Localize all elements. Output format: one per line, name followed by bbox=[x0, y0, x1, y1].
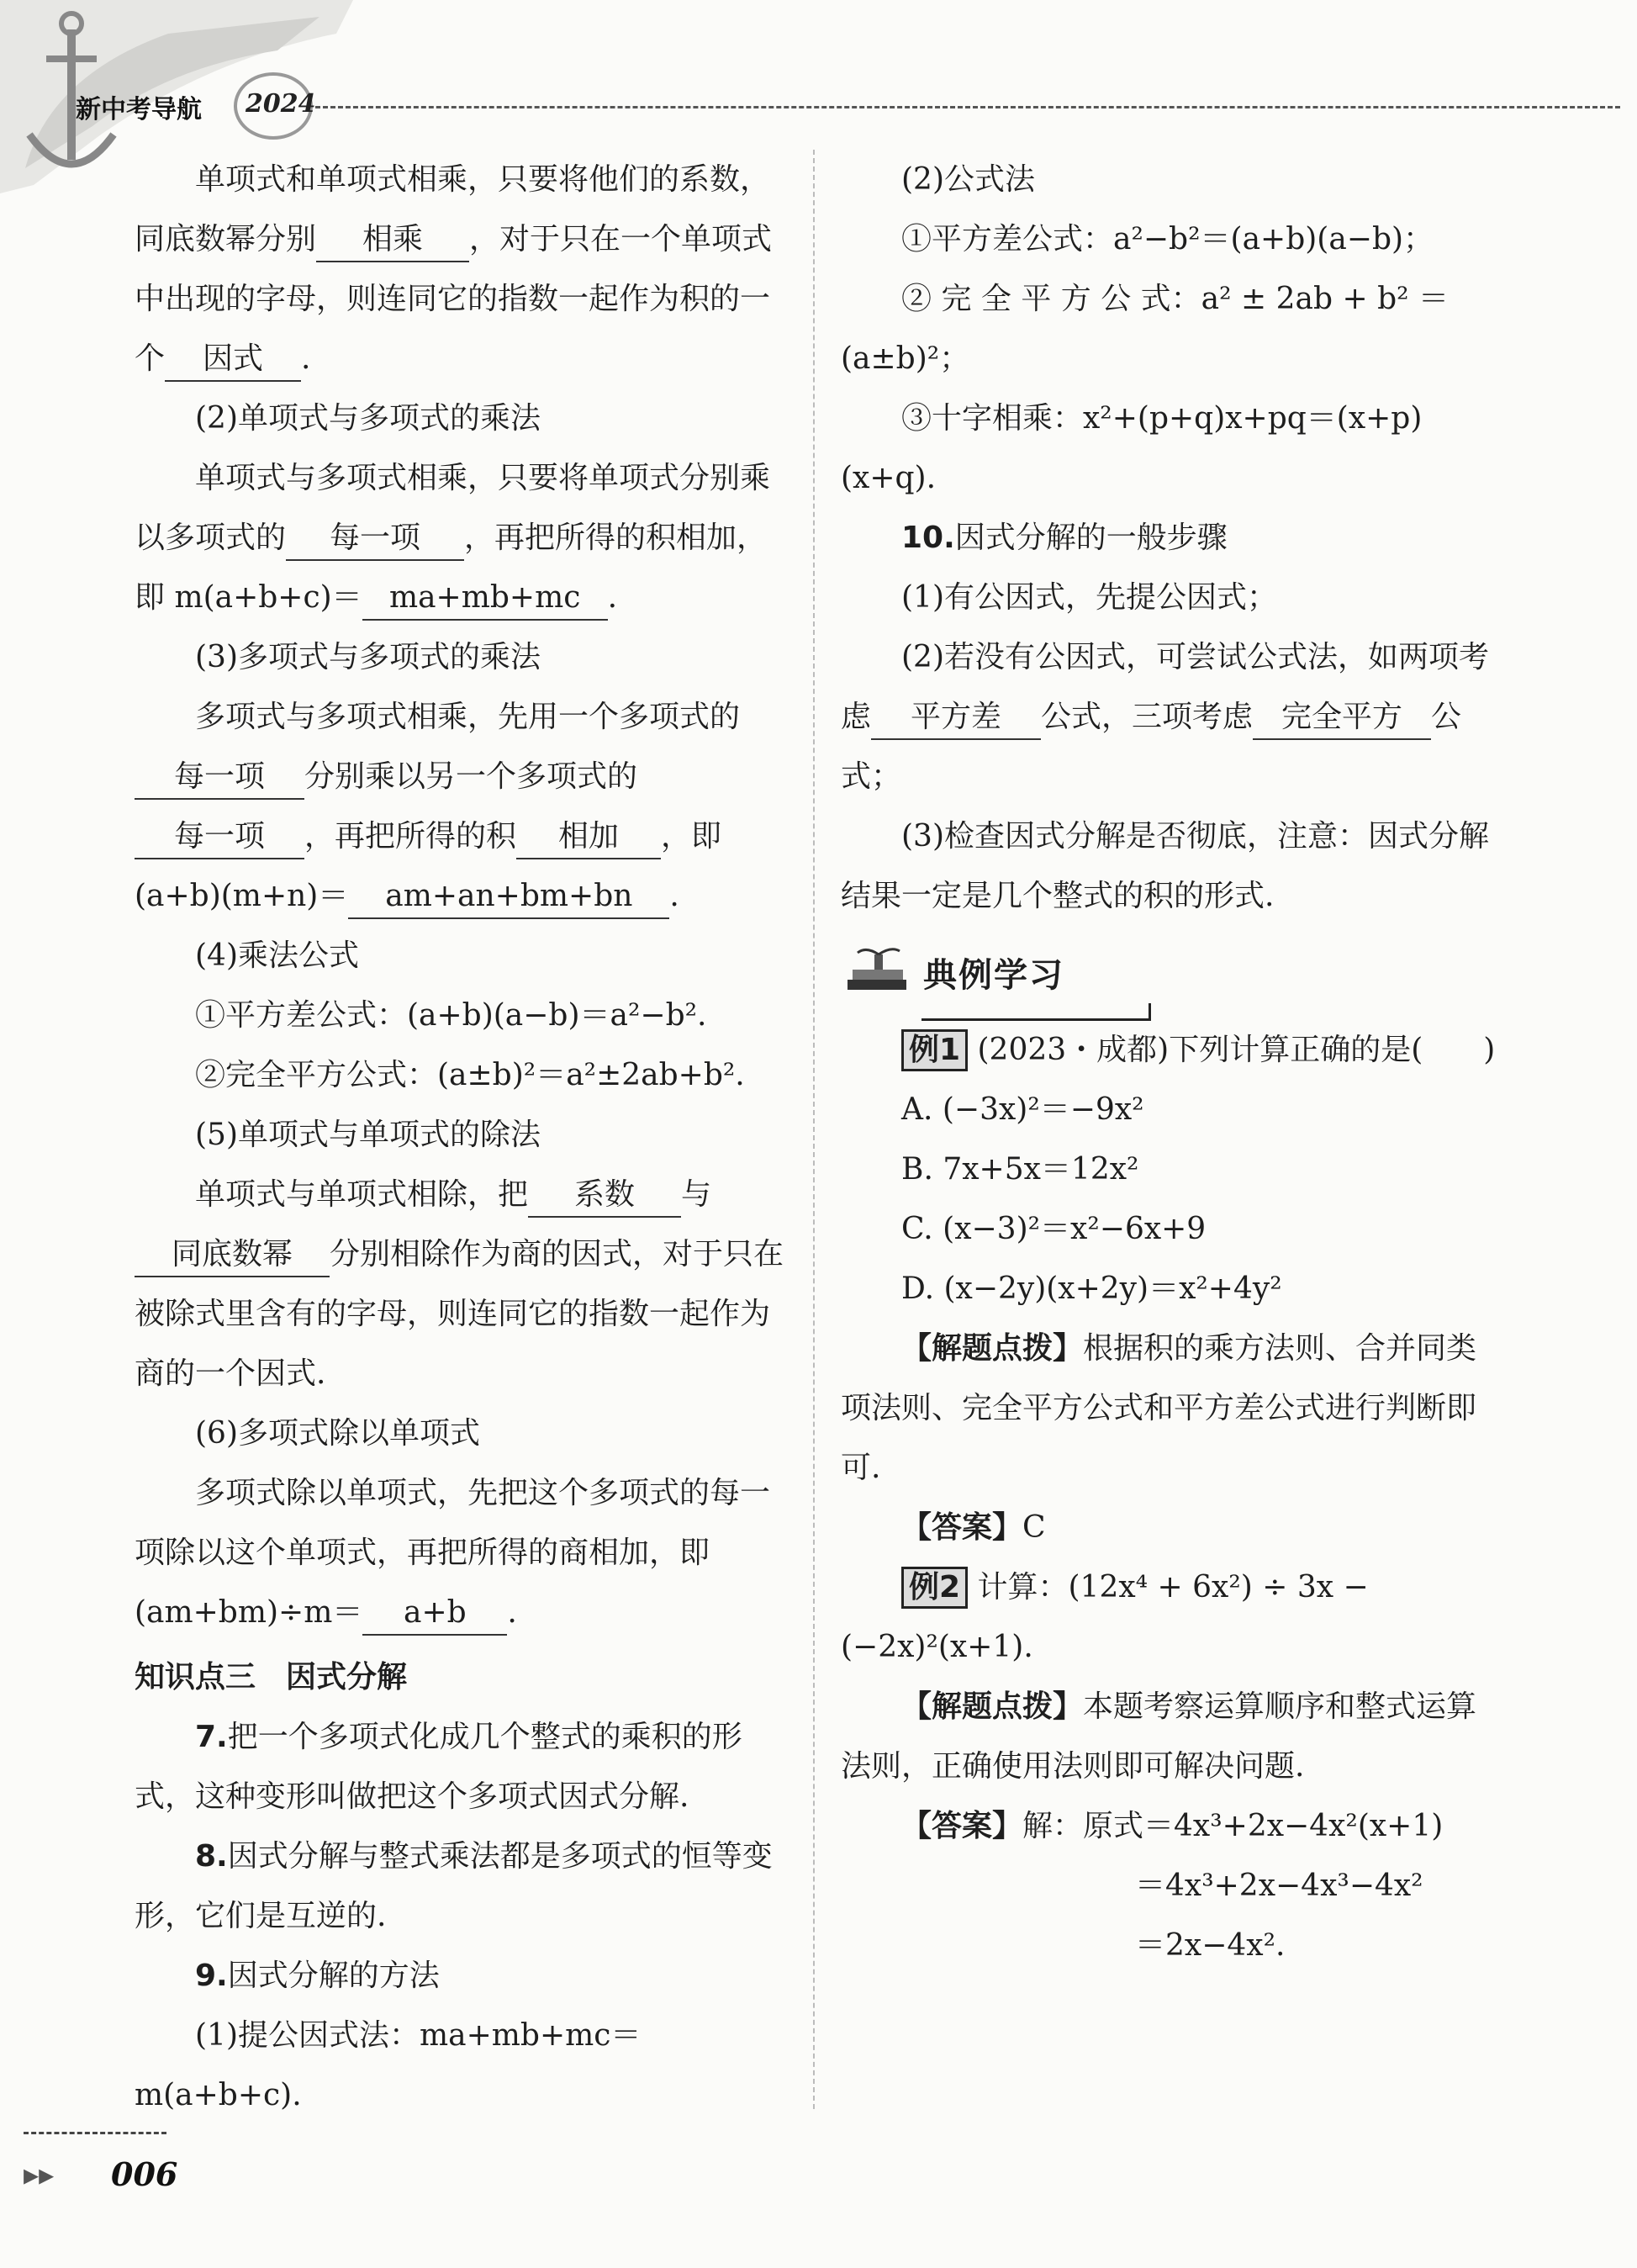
item-8: 8.因式分解与整式乘法都是多项式的恒等变形，它们是互逆的. bbox=[135, 1839, 773, 1933]
subheading: (2)公式法 bbox=[901, 162, 1035, 197]
item-7: 7.把一个多项式化成几个整式的乘积的形式，这种变形叫做把这个多项式因式分解. bbox=[135, 1720, 742, 1814]
year-label: 2024 bbox=[246, 89, 316, 119]
answer-blank: 完全平方 bbox=[1253, 696, 1431, 740]
example-tag: 例1 bbox=[901, 1029, 968, 1071]
answer-blank: ma+mb+mc bbox=[362, 577, 608, 621]
example-2-tip: 【解题点拨】本题考察运算顺序和整式运算法则，正确使用法则即可解决问题. bbox=[841, 1689, 1477, 1784]
example-1-question: 例1 (2023・成都)下列计算正确的是( ) bbox=[841, 1020, 1497, 1080]
subheading: (3)多项式与多项式的乘法 bbox=[195, 640, 541, 674]
item-9: 9.因式分解的方法 bbox=[195, 1959, 440, 1993]
subheading: (2)单项式与多项式的乘法 bbox=[195, 401, 541, 436]
answer-blank: 平方差 bbox=[871, 696, 1041, 740]
paragraph-monomial-division: 单项式与单项式相除，把 系数 与同底数幂 分别相除作为商的因式，对于只在被除式里含有的字母，则连同它的指数一起作为商的一个因式. bbox=[135, 1165, 795, 1404]
option-b: B. 7x+5x＝12x² bbox=[901, 1152, 1139, 1187]
item-10: 10.因式分解的一般步骤 bbox=[901, 521, 1228, 555]
example-2-answer: 【答案】解：原式＝4x³+2x−4x²(x+1) bbox=[901, 1809, 1444, 1843]
option-c: C. (x−3)²＝x²−6x+9 bbox=[901, 1212, 1207, 1246]
example-2-answer-step: ＝2x−4x². bbox=[1135, 1928, 1286, 1963]
formula-line: ② 完 全 平 方 公 式：a² ± 2ab + b² ＝(a±b)²； bbox=[841, 282, 1449, 376]
example-1-tip: 【解题点拨】根据积的乘方法则、合并同类项法则、完全平方公式和平方差公式进行判断即可. bbox=[841, 1331, 1477, 1485]
answer-blank: 每一项 bbox=[135, 756, 304, 800]
left-column bbox=[135, 150, 795, 2125]
step-line: (2)若没有公因式，可尝试公式法，如两项考虑 平方差 公式，三项考虑 完全平方 公式； bbox=[841, 640, 1489, 794]
option-a: A. (−3x)²＝−9x² bbox=[901, 1092, 1144, 1127]
formula-line: ③十字相乘：x²+(p+q)x+pq＝(x+p)(x+q). bbox=[841, 401, 1423, 495]
page-number: 006 bbox=[111, 2155, 178, 2193]
footer-arrow-icon: ▸▸ bbox=[24, 2158, 55, 2192]
example-1-answer: 【答案】C bbox=[901, 1510, 1046, 1545]
example-tag: 例2 bbox=[901, 1567, 968, 1609]
paragraph-polynomial-division: 多项式除以单项式，先把这个多项式的每一项除以这个单项式，再把所得的商相加，即(am+bm)÷m＝ a+b . bbox=[135, 1463, 795, 1642]
books-icon bbox=[841, 946, 916, 1005]
step-line: (1)有公因式，先提公因式； bbox=[901, 580, 1277, 615]
subheading: (5)单项式与单项式的除法 bbox=[195, 1118, 541, 1152]
answer-blank: am+an+bm+bn bbox=[348, 875, 669, 919]
formula-line: ①平方差公式：a²−b²＝(a+b)(a−b)； bbox=[901, 222, 1434, 256]
answer-blank: 系数 bbox=[528, 1174, 681, 1218]
step-line: (3)检查因式分解是否彻底，注意：因式分解结果一定是几个整式的积的形式. bbox=[841, 819, 1489, 913]
method-common-factor: (1)提公因式法：ma+mb+mc＝m(a+b+c). bbox=[135, 2018, 642, 2112]
header-divider bbox=[315, 106, 1620, 108]
right-column bbox=[841, 150, 1497, 1975]
paragraph-polynomial-polynomial: 多项式与多项式相乘，先用一个多项式的每一项 分别乘以另一个多项式的每一项 ，再把所得的积 相加 ，即(a+b)(m+n)＝ am+an+bm+bn . bbox=[135, 687, 795, 926]
column-divider bbox=[813, 150, 815, 2109]
answer-blank: 相乘 bbox=[316, 219, 469, 262]
subheading: (6)多项式除以单项式 bbox=[195, 1416, 480, 1451]
subheading: (4)乘法公式 bbox=[195, 938, 359, 973]
paragraph-monomial-product: 单项式和单项式相乘，只要将他们的系数，同底数幂分别 相乘 ，对于只在一个单项式中出现的字母，则连同它的指数一起作为积的一个 因式 . bbox=[135, 150, 795, 389]
answer-blank: 同底数幂 bbox=[135, 1234, 330, 1277]
answer-blank: 因式 bbox=[165, 338, 301, 382]
answer-blank: 每一项 bbox=[286, 517, 464, 561]
section-title: 典例学习 bbox=[923, 956, 1064, 995]
answer-blank: 相加 bbox=[516, 816, 661, 859]
knowledge-point-heading: 知识点三 因式分解 bbox=[135, 1660, 408, 1694]
formula-line: ②完全平方公式：(a±b)²＝a²±2ab+b². bbox=[195, 1058, 745, 1092]
example-2-answer-step: ＝4x³+2x−4x³−4x² bbox=[1135, 1869, 1423, 1903]
section-underline bbox=[921, 1003, 1151, 1021]
section-header bbox=[841, 931, 1497, 1015]
answer-blank: 每一项 bbox=[135, 816, 304, 859]
footer-divider bbox=[24, 2132, 166, 2134]
paragraph-monomial-polynomial: 单项式与多项式相乘，只要将单项式分别乘以多项式的 每一项 ，再把所得的积相加，即 m(a+b+c)＝ ma+mb+mc . bbox=[135, 448, 795, 627]
option-d: D. (x−2y)(x+2y)＝x²+4y² bbox=[901, 1271, 1282, 1306]
answer-blank: a+b bbox=[362, 1592, 507, 1636]
formula-line: ①平方差公式：(a+b)(a−b)＝a²−b². bbox=[195, 998, 707, 1033]
brand-title: 新中考导航 bbox=[76, 95, 202, 124]
example-2-question: 例2 计算：(12x⁴ + 6x²) ÷ 3x − (−2x)²(x+1). bbox=[841, 1557, 1497, 1677]
